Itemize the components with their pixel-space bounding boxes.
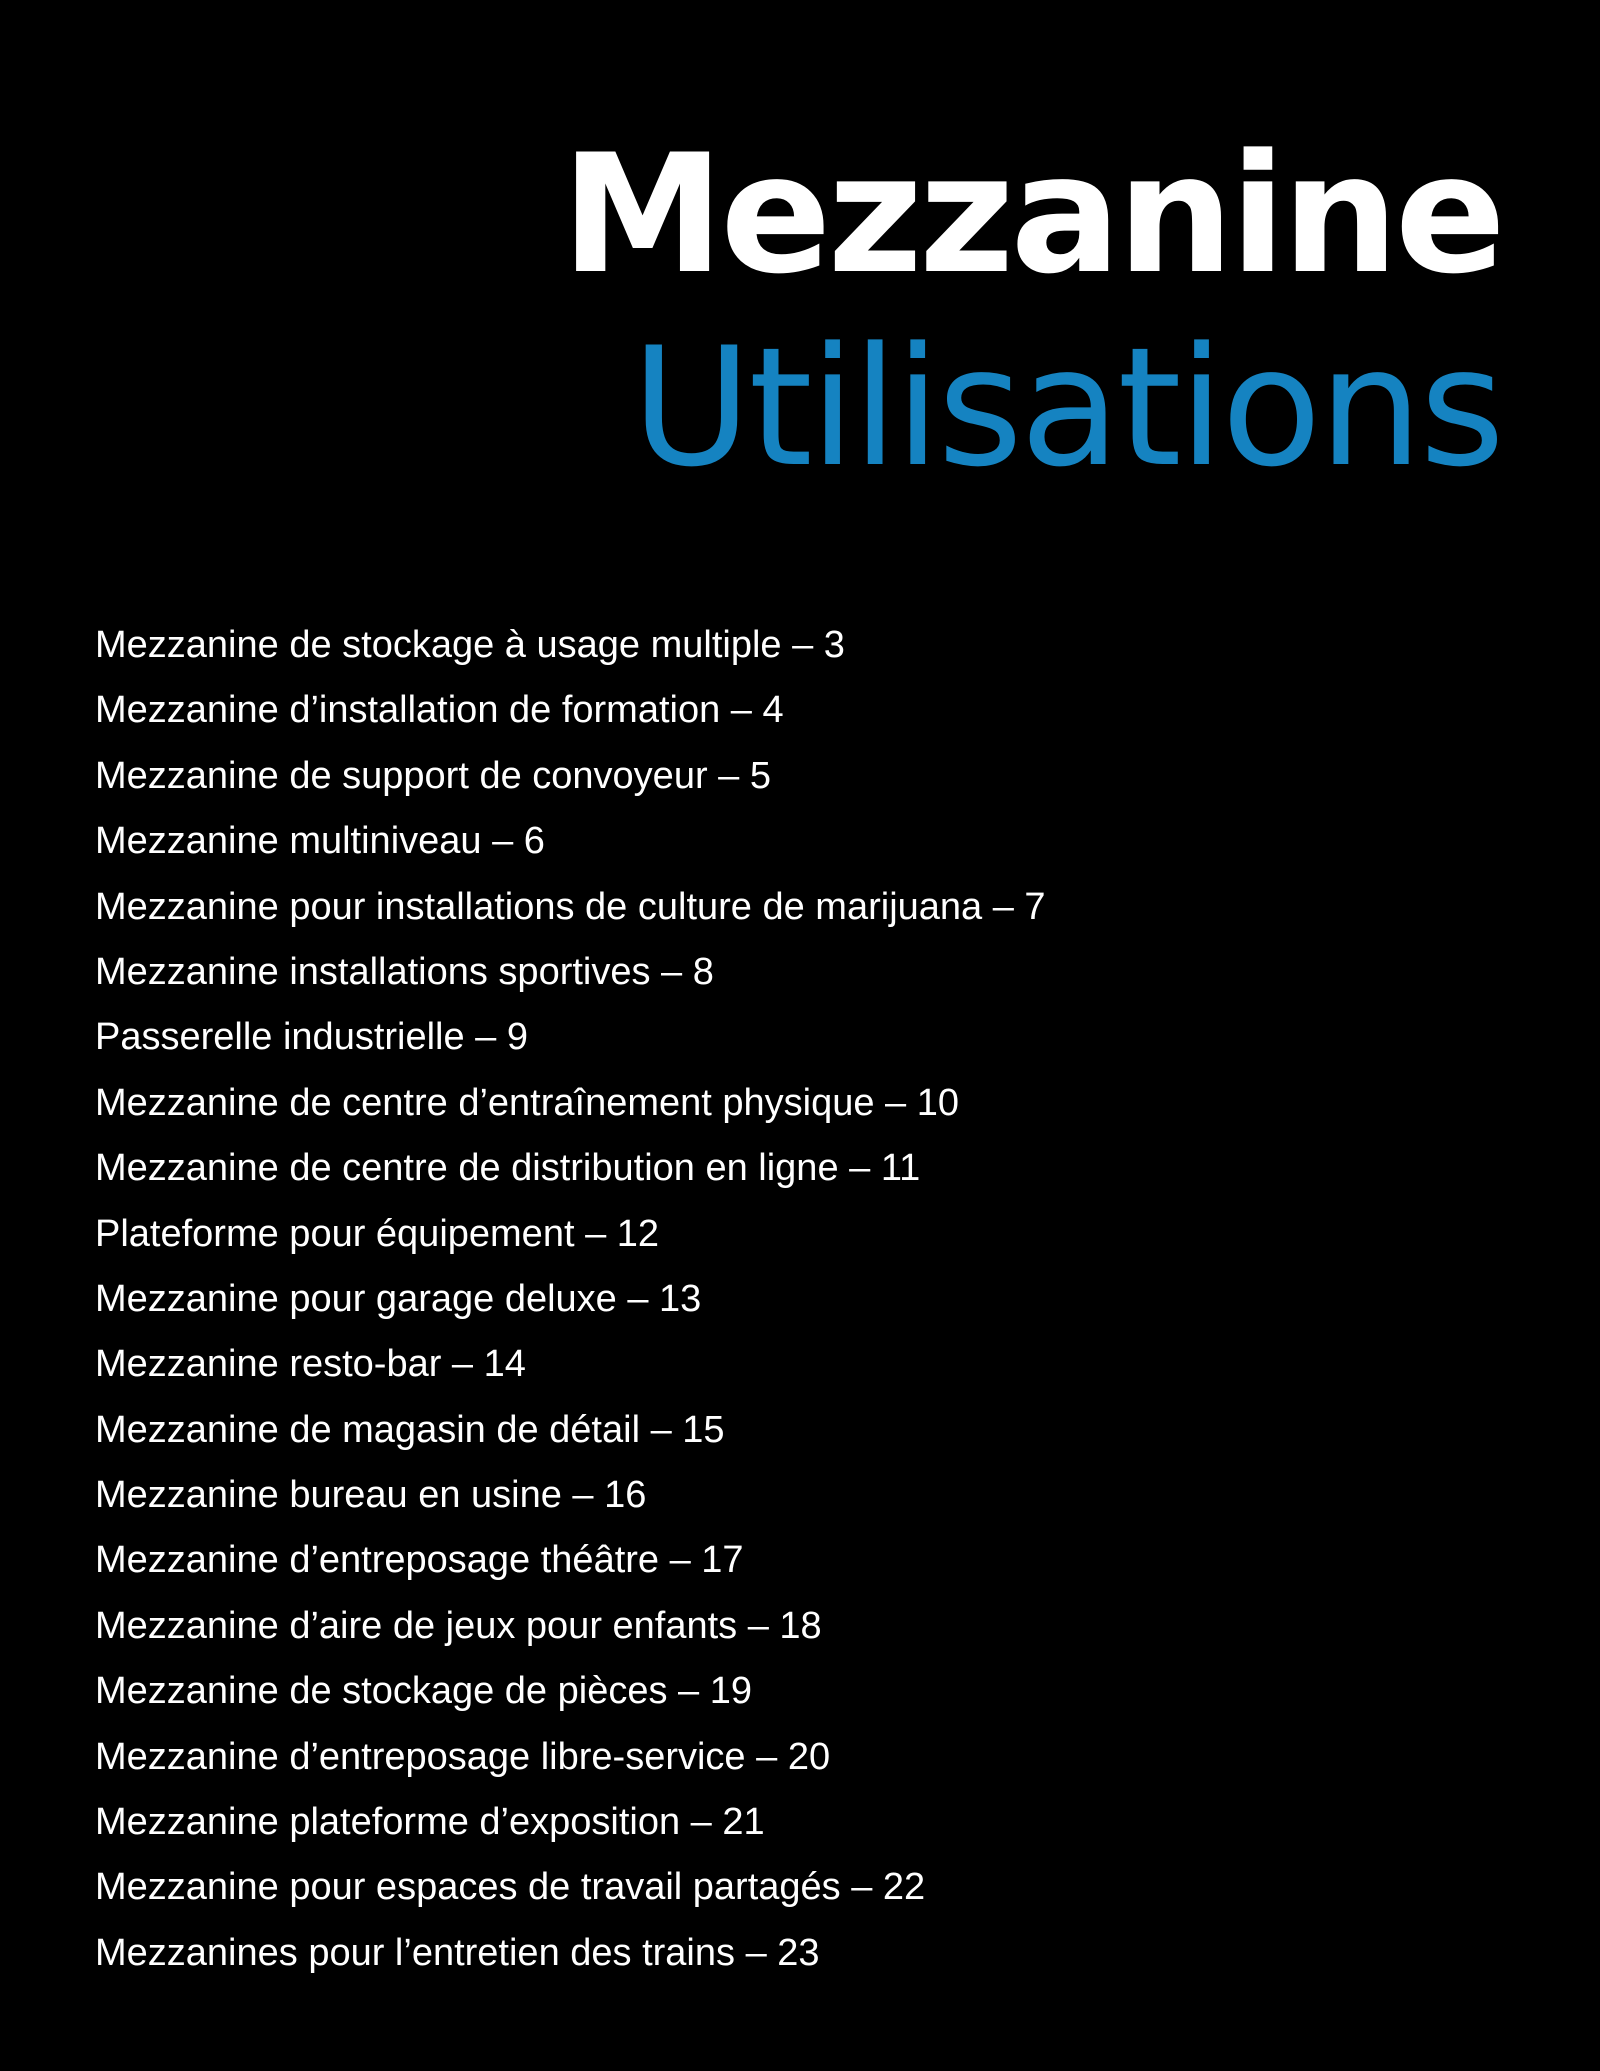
toc-item[interactable]: Mezzanine de magasin de détail – 15 — [95, 1408, 725, 1451]
toc-item[interactable]: Mezzanine bureau en usine – 16 — [95, 1474, 647, 1517]
toc-item[interactable]: Mezzanine d’entreposage théâtre – 17 — [95, 1539, 744, 1582]
toc-item[interactable]: Mezzanine d’installation de formation – 4 — [95, 689, 784, 732]
toc-item[interactable]: Mezzanine pour garage deluxe – 13 — [95, 1277, 702, 1320]
toc-item[interactable]: Mezzanine pour espaces de travail partagés – 22 — [95, 1866, 926, 1909]
toc-item[interactable]: Mezzanine de centre d’entraînement physique – 10 — [95, 1081, 959, 1124]
toc-item[interactable]: Mezzanine d’entreposage libre-service – 20 — [95, 1735, 831, 1778]
toc-item[interactable]: Plateforme pour équipement – 12 — [95, 1212, 660, 1255]
toc-item[interactable]: Passerelle industrielle – 9 — [95, 1016, 529, 1059]
toc-item[interactable]: Mezzanine plateforme d’exposition – 21 — [95, 1801, 765, 1844]
table-of-contents — [95, 613, 1046, 1986]
toc-item[interactable]: Mezzanine de support de convoyeur – 5 — [95, 754, 771, 797]
toc-item[interactable]: Mezzanine resto-bar – 14 — [95, 1343, 526, 1386]
title-block — [561, 120, 1502, 506]
toc-item[interactable]: Mezzanine multiniveau – 6 — [95, 820, 545, 863]
toc-item[interactable]: Mezzanines pour l’entretien des trains – 23 — [95, 1931, 820, 1974]
toc-item[interactable]: Mezzanine pour installations de culture de marijuana – 7 — [95, 885, 1046, 928]
toc-item[interactable]: Mezzanine d’aire de jeux pour enfants – 18 — [95, 1604, 822, 1647]
page-subtitle: Utilisations — [631, 312, 1502, 503]
toc-item[interactable]: Mezzanine de stockage à usage multiple – 3 — [95, 624, 845, 666]
page-title: Mezzanine — [561, 119, 1502, 310]
toc-item[interactable]: Mezzanine installations sportives – 8 — [95, 950, 714, 993]
toc-item[interactable]: Mezzanine de centre de distribution en ligne – 11 — [95, 1147, 921, 1190]
toc-item[interactable]: Mezzanine de stockage de pièces – 19 — [95, 1670, 752, 1713]
